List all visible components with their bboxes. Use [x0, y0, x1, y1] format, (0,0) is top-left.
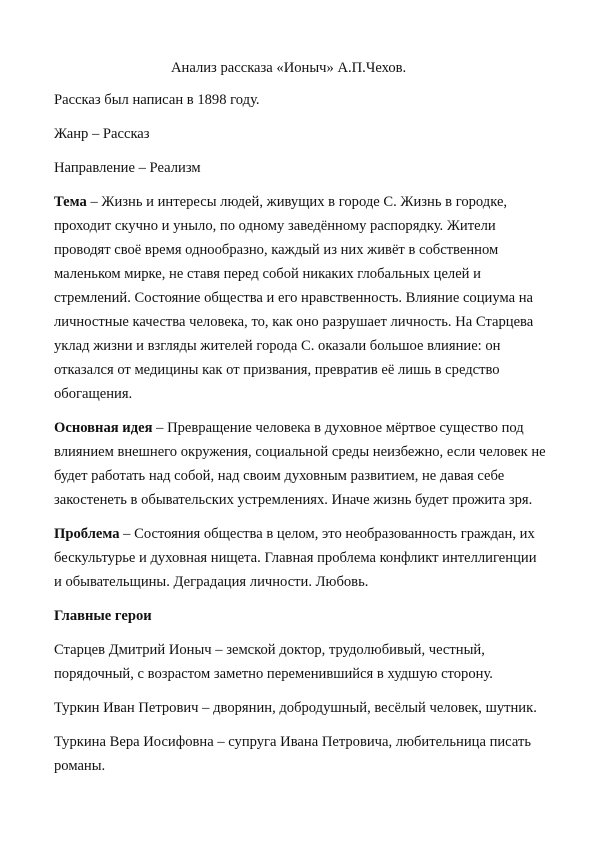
characters-heading: Главные герои [54, 608, 152, 624]
theme-paragraph [54, 190, 546, 406]
theme-text: – Жизнь и интересы людей, живущих в городе С. Жизнь в городке, проходит скучно и уныло, по одному заведённому распорядку. Жители проводят своё время однообразно, каждый из них живёт в собственном маленьком мирке, не ставя перед собой никаких глобальных целей и стремлений. Состояние общества и его нравственность. Влияние социума на личностные качества человека, то, как оно разрушает личность. На Старцева уклад жизни и взгляды жителей города С. оказали большое влияние: он отказался от медицины как от призвания, превратив её лишь в средство обогащения. [54, 194, 534, 402]
theme-label: Тема [54, 194, 87, 210]
problem-paragraph [54, 522, 546, 594]
character-item: Старцев Дмитрий Ионыч – земской доктор, трудолюбивый, честный, порядочный, с возрастом заметно переменившийся в худшую сторону. [54, 642, 493, 682]
main-idea-text: – Превращение человека в духовное мёртвое существо под влиянием внешнего окружения, социальной среды неизбежно, если человек не будет работать над собой, над своим духовным развитием, не давая себе закостенеть в обывательских устремлениях. Иначе жизнь будет прожита зря. [54, 420, 546, 508]
direction-line: Направление – Реализм [54, 160, 201, 176]
main-idea-label: Основная идея [54, 420, 153, 436]
problem-text: – Состояния общества в целом, это необразованность граждан, их бескультурье и духовная нищета. Главная проблема конфликт интеллигенции и обывательщины. Деградация личности. Любовь. [54, 526, 537, 590]
problem-label: Проблема [54, 526, 120, 542]
document-title: Анализ рассказа «Ионыч» А.П.Чехов. [171, 60, 407, 76]
main-idea-paragraph [54, 416, 546, 512]
character-item: Туркина Вера Иосифовна – супруга Ивана Петровича, любительница писать романы. [54, 734, 531, 774]
character-item: Туркин Иван Петрович – дворянин, добродушный, весёлый человек, шутник. [54, 700, 537, 716]
genre-line: Жанр – Рассказ [54, 126, 150, 142]
year-line: Рассказ был написан в 1898 году. [54, 92, 260, 108]
